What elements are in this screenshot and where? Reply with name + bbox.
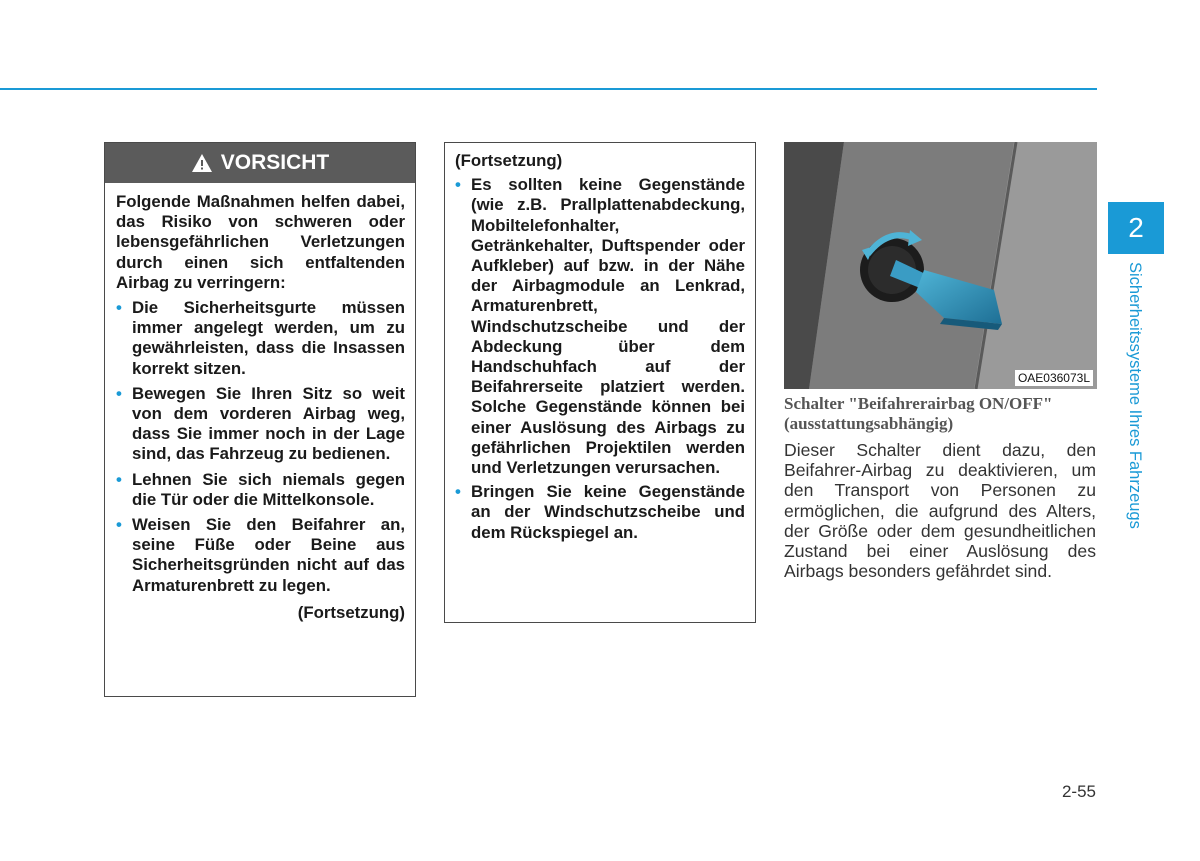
- airbag-switch-photo: [784, 142, 1097, 389]
- bullet-text: Bringen Sie keine Gegenstände an der Windschutzscheibe und dem Rückspiegel an.: [471, 482, 745, 542]
- continuation-bullet: [455, 175, 745, 478]
- caution-bullet: [116, 384, 405, 465]
- bullet-dot-icon: •: [116, 298, 122, 318]
- continuation-heading: (Fortsetzung): [455, 151, 563, 170]
- bullet-dot-icon: •: [455, 482, 461, 502]
- airbag-switch-illustration: [784, 142, 1097, 389]
- bullet-dot-icon: •: [455, 175, 461, 195]
- caution-box: [104, 142, 416, 697]
- top-rule: [0, 88, 1097, 90]
- description-text: Dieser Schalter dient dazu, den Beifahrer-Airbag zu deaktivieren, um den Transport von Personen zu ermöglichen, die aufgrund des Alters, der Größe oder dem gesundheitlichen Zustand bei einer Auslösung des Airbags besonders gefährdet sind.: [784, 440, 1096, 582]
- chapter-tab: 2: [1108, 202, 1164, 254]
- figure-code: OAE036073L: [1015, 370, 1093, 386]
- bullet-dot-icon: •: [116, 515, 122, 535]
- bullet-text: Es sollten keine Gegenstände (wie z.B. Prallplattenabdeckung, Mobiltelefonhalter, Getränkehalter, Duftspender oder Aufkleber) auf bzw. in der Nähe der Airbagmodule an Lenkrad, Armaturenbrett, Windschutzscheibe und der Abdeckung über dem Handschuhfach auf der Beifahrerseite platziert werden. Solche Gegenstände können bei einer Auslösung des Airbags zu gefährlichen Projektilen werden und Verletzungen verursachen.: [471, 175, 745, 478]
- caution-bullet: [116, 470, 405, 510]
- continued-note: (Fortsetzung): [297, 602, 405, 622]
- bullet-text: Weisen Sie den Beifahrer an, seine Füße oder Beine aus Sicherheitsgründen nicht auf das Armaturenbrett zu legen.: [132, 515, 405, 595]
- caution-intro: Folgende Maßnahmen helfen dabei, das Risiko von schweren oder lebensgefährlichen Verletzungen durch einen sich entfaltenden Airbag zu verringern:: [116, 192, 405, 292]
- bullet-text: Lehnen Sie sich niemals gegen die Tür oder die Mittelkonsole.: [132, 469, 405, 509]
- chapter-side-title: [1124, 262, 1148, 552]
- continuation-box: [444, 142, 756, 623]
- warning-triangle-icon: [191, 153, 213, 173]
- caution-title: VORSICHT: [220, 151, 330, 174]
- caution-body: [105, 183, 415, 623]
- caution-bullet: [116, 298, 405, 379]
- page-number: 2-55: [1061, 782, 1096, 801]
- figure-caption: Schalter "Beifahrerairbag ON/OFF" (ausstattungsabhängig): [784, 394, 1053, 433]
- bullet-dot-icon: •: [116, 383, 122, 403]
- caution-bullet: [116, 515, 405, 596]
- chapter-title: Sicherheitssysteme Ihres Fahrzeugs: [1126, 262, 1144, 529]
- caution-header: [105, 143, 415, 183]
- continuation-bullet: [455, 482, 745, 543]
- bullet-text: Die Sicherheitsgurte müssen immer angelegt werden, um zu gewährleisten, dass die Insassen korrekt sitzen.: [132, 298, 405, 378]
- bullet-dot-icon: •: [116, 469, 122, 489]
- bullet-text: Bewegen Sie Ihren Sitz so weit von dem vorderen Airbag weg, dass Sie immer noch in der Lage sind, das Fahrzeug zu bedienen.: [132, 383, 405, 464]
